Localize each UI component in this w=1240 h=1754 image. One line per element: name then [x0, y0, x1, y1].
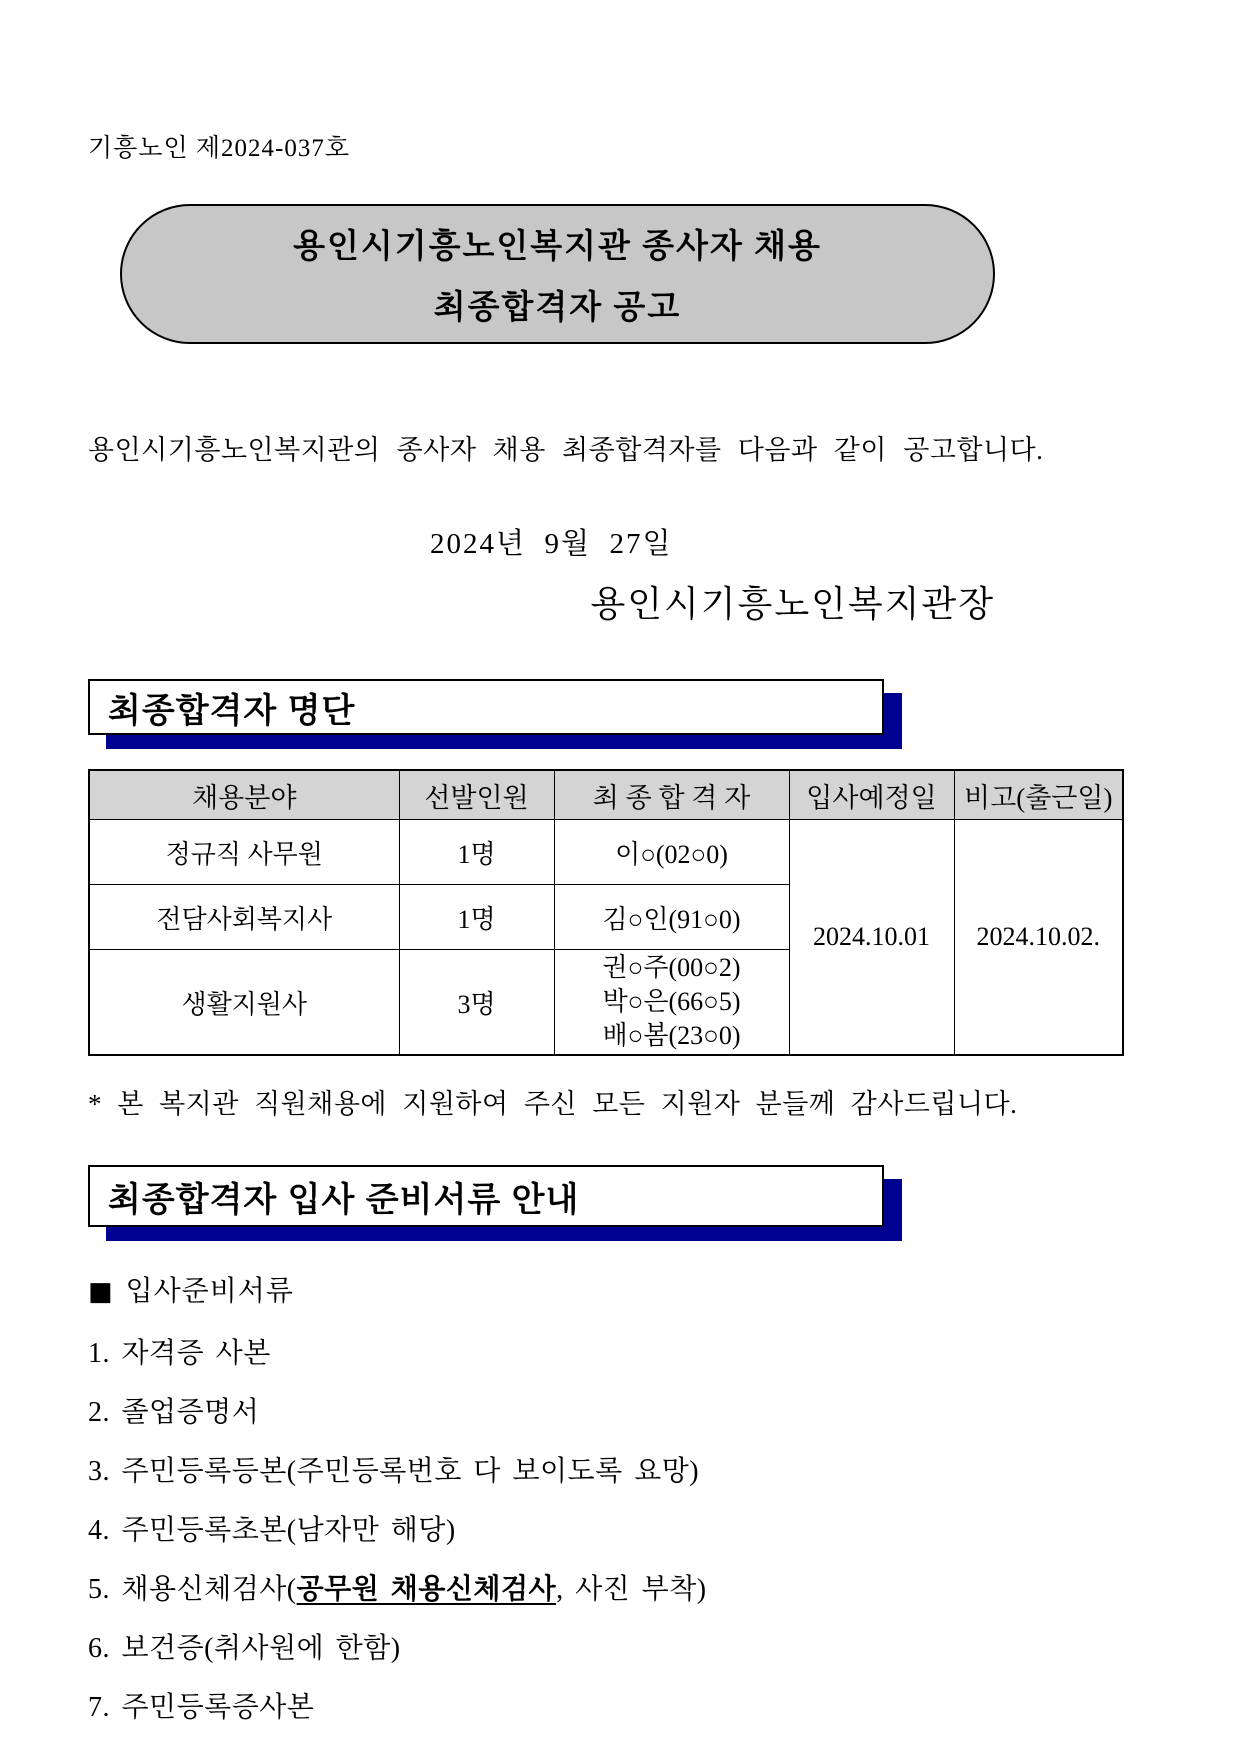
section-header-final-pass-list: [88, 679, 884, 735]
list-item: 6. 보건증(취사원에 한함): [88, 1633, 401, 1664]
column-header-remark: 비고(출근일): [954, 770, 1123, 820]
title-banner: [120, 204, 995, 344]
cell-count: 3명: [399, 950, 554, 1056]
section-title: 최종합격자 명단: [108, 691, 356, 730]
list-item: 7. 주민등록증사본: [88, 1692, 315, 1723]
cell-name: 김○인(91○0): [554, 885, 789, 950]
column-header-start-date: 입사예정일: [789, 770, 954, 820]
column-header-count: 선발인원: [399, 770, 554, 820]
list-item: [88, 1567, 1240, 1607]
final-pass-table: [88, 769, 1124, 1056]
square-bullet-icon: ■: [88, 1277, 114, 1307]
document-number: 기흥노인 제2024-037호: [88, 135, 350, 162]
cell-name-line: 권○주(00○2): [602, 953, 741, 982]
banner-title-line2: 최종합격자 공고: [433, 290, 682, 326]
cell-name: 이○(02○0): [554, 820, 789, 885]
column-header-field: 채용분야: [89, 770, 399, 820]
cell-field: 생활지원사: [89, 950, 399, 1056]
cell-count: 1명: [399, 820, 554, 885]
signer-title: 용인시기흥노인복지관장: [590, 584, 995, 624]
list-item: 1. 자격증 사본: [88, 1338, 271, 1369]
required-documents-list: [88, 1331, 1240, 1725]
subheading-documents: [88, 1269, 1240, 1309]
banner-title-line1: 용인시기흥노인복지관 종사자 채용: [293, 229, 822, 265]
cell-remark-date: 2024.10.02.: [954, 820, 1123, 1056]
announcement-date: 2024년 9월 27일: [430, 528, 673, 560]
thanks-note: * 본 복지관 직원채용에 지원하여 주신 모든 지원자 분들께 감사드립니다.: [88, 1089, 1018, 1119]
cell-name-line: 박○은(66○5): [602, 987, 741, 1016]
list-item: 3. 주민등록등본(주민등록번호 다 보이도록 요망): [88, 1456, 700, 1487]
cell-start-date: 2024.10.01: [789, 820, 954, 1056]
cell-field: 전담사회복지사: [89, 885, 399, 950]
list-item: 2. 졸업증명서: [88, 1397, 260, 1428]
list-item: 4. 주민등록초본(남자만 해당): [88, 1515, 456, 1546]
section-header-required-documents: [88, 1165, 884, 1227]
list-item-emphasis: 공무원 채용신체검사: [296, 1574, 557, 1605]
cell-names: [554, 950, 789, 1056]
column-header-names: 최 종 합 격 자: [554, 770, 789, 820]
cell-field: 정규직 사무원: [89, 820, 399, 885]
section-title: 최종합격자 입사 준비서류 안내: [108, 1180, 580, 1219]
list-item-prefix: 5. 채용신체검사(: [88, 1574, 297, 1605]
list-item-suffix: , 사진 부착): [556, 1574, 707, 1605]
intro-paragraph: 용인시기흥노인복지관의 종사자 채용 최종합격자를 다음과 같이 공고합니다.: [88, 435, 1044, 465]
table-row: [89, 820, 1123, 885]
subheading-label: 입사준비서류: [125, 1276, 294, 1307]
cell-name-line: 배○봄(23○0): [602, 1021, 741, 1050]
cell-count: 1명: [399, 885, 554, 950]
table-header-row: [89, 770, 1123, 820]
